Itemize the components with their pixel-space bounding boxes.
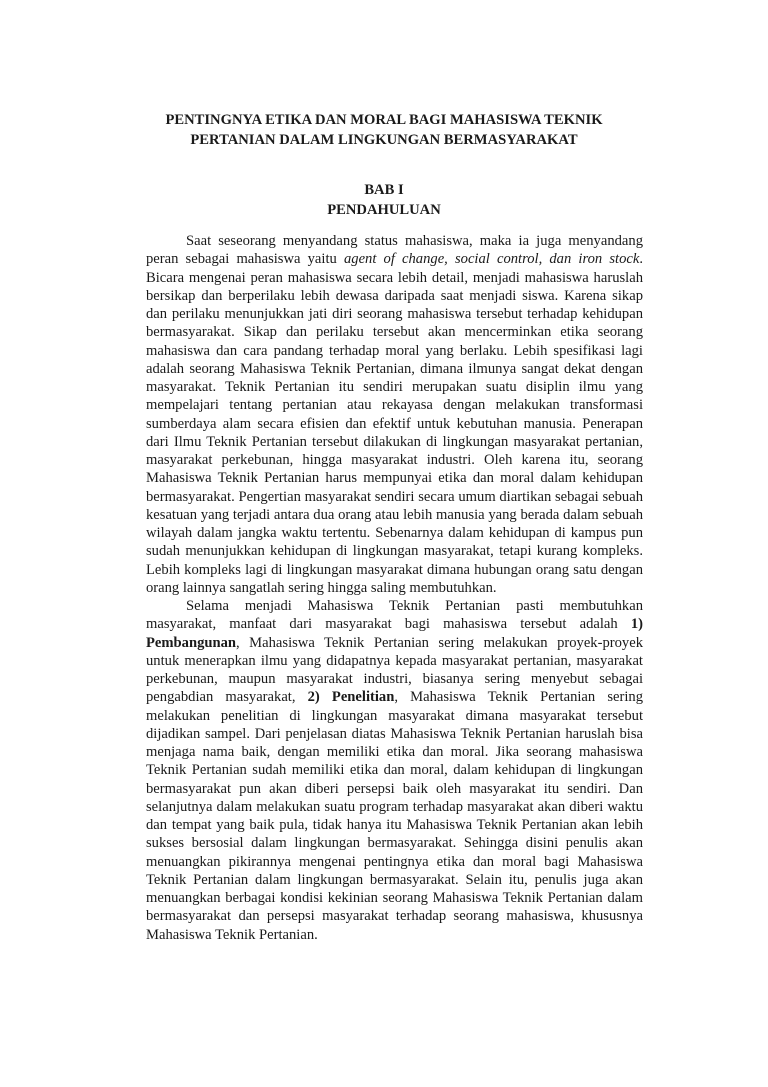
paragraph-1-italic-terms: agent of change, social control, dan iron stock: [343, 251, 640, 268]
paragraph-2: [146, 597, 643, 944]
title-line-1: PENTINGNYA ETIKA DAN MORAL BAGI MAHASISWA TEKNIK: [165, 112, 603, 128]
paragraph-1-text-a: Saat seseorang menyandang status mahasiswa, maka ia juga menyandang peran sebagai mahasiswa yaitu: [146, 233, 643, 268]
chapter-number: BAB I: [364, 182, 404, 198]
body-text: [146, 232, 643, 944]
paragraph-1-text-b: . Bicara mengenai peran mahasiswa secara lebih detail, menjadi mahasiswa haruslah bersikap dan berperilaku lebih dewasa daripada saat menjadi siswa. Karena sikap dan perilaku menunjukkan jati diri seorang mahasiswa tersebut terhadap kehidupan bermasyarakat. Sikap dan perilaku tersebut akan mencerminkan etika seorang mahasiswa dan cara pandang terhadap moral yang berlaku. Lebih spesifikasi lagi adalah seorang Mahasiswa Teknik Pertanian, dimana ilmunya sangat dekat dengan masyarakat. Teknik Pertanian itu sendiri merupakan suatu disiplin ilmu yang mempelajari tentang pertanian atau rekayasa dengan melakukan transformasi sumberdaya alam secara efisien dan efektif untuk kebutuhan manusia. Penerapan dari Ilmu Teknik Pertanian tersebut dilakukan di lingkungan masyarakat pertanian, masyarakat perkebunan, hingga masyarakat industri. Oleh karena itu, seorang Mahasiswa Teknik Pertanian harus mempunyai etika dan moral dalam kehidupan bermasyarakat. Pengertian masyarakat sendiri secara umum diartikan sebagai sebuah kesatuan yang terjadi antara dua orang atau lebih manusia yang berada dalam sebuah wilayah dalam jangka waktu tertentu. Sebenarnya dalam kehidupan di kampus pun sudah menunjukkan kehidupan di lingkungan masyarakat, tetapi kurang kompleks. Lebih kompleks lagi di lingkungan masyarakat dimana hubungan orang satu dengan orang lainnya sangatlah sering hingga saling membutuhkan.: [146, 251, 643, 596]
paragraph-1: [146, 232, 643, 597]
document-title: [120, 110, 648, 150]
chapter-heading: [120, 180, 648, 220]
title-line-2: PERTANIAN DALAM LINGKUNGAN BERMASYARAKAT: [190, 132, 578, 148]
paragraph-2-text-b: , Mahasiswa Teknik Pertanian sering melakukan proyek-proyek untuk menerapkan ilmu yang didapatnya kepada masyarakat pertanian, masyarakat perkebunan, maupun masyarakat industri, biasanya sering menyebut sebagai pengabdian masyarakat,: [146, 634, 643, 706]
paragraph-2-text-a: Selama menjadi Mahasiswa Teknik Pertanian pasti membutuhkan masyarakat, manfaat dari masyarakat bagi mahasiswa tersebut adalah: [146, 598, 643, 633]
paragraph-2-bold-pembangunan: 1) Pembangunan: [146, 616, 643, 651]
paragraph-2-bold-penelitian: 2) Penelitian: [307, 689, 395, 706]
chapter-title: PENDAHULUAN: [327, 202, 441, 218]
paragraph-2-text-c: , Mahasiswa Teknik Pertanian sering melakukan penelitian di lingkungan masyarakat dimana masyarakat tersebut dijadikan sampel. Dari penjelasan diatas Mahasiswa Teknik Pertanian haruslah bisa menjaga nama baik, dengan memiliki etika dan moral. Jika seorang mahasiswa Teknik Pertanian sudah memiliki etika dan moral, dalam kehidupan di lingkungan bermasyarakat pun akan diberi persepsi baik oleh masyarakat itu sendiri. Dan selanjutnya dalam melakukan suatu program terhadap masyarakat akan diberi waktu dan tempat yang baik pula, tidak hanya itu Mahasiswa Teknik Pertanian akan lebih sukses bersosial dalam lingkungan bermasyarakat. Sehingga disini penulis akan menuangkan pikirannya mengenai pentingnya etika dan moral bagi Mahasiswa Teknik Pertanian dalam lingkungan bermasyarakat. Selain itu, penulis juga akan menuangkan berbagai kondisi kekinian seorang Mahasiswa Teknik Pertanian dalam bermasyarakat dan persepsi masyarakat terhadap seorang mahasiswa, khususnya Mahasiswa Teknik Pertanian.: [146, 689, 643, 943]
